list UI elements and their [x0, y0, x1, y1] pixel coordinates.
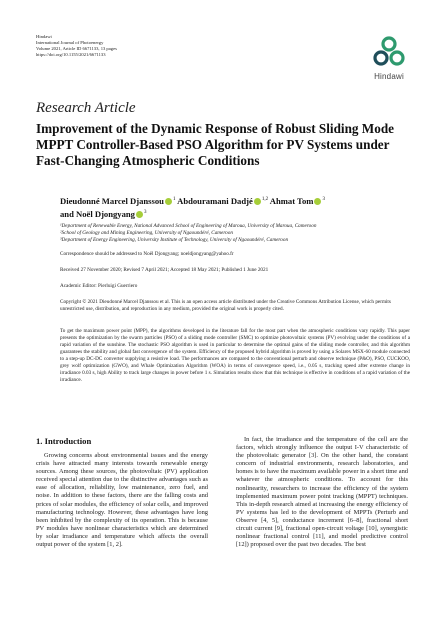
author-affiliation-mark: 1: [172, 197, 176, 202]
doi-link[interactable]: https://doi.org/10.1155/2021/6671133: [36, 52, 106, 57]
affiliations: [60, 223, 410, 244]
abstract: To get the maximum power point (MPP), the algorithms developed in the literature fall for the most part when the atmospheric conditions vary rapidly. This paper presents the optimization by the swarm particles (PSO) of a sliding mode controller (SMC) to optimize photovoltaic systems (PV) evolving under the conditions of a rapid variation of the sunshine. The stochastic PSO algorithm is used in particular to determine the optimal gains of the sliding mode controller, and this algorithm guarantees the stability and global fast convergence of the system. Efficiency of the proposed hybrid algorithm is proved by using a Solarex MSX-60 module connected to a step-up DC-DC converter supplying a resistive load. The performances are compared to the conventional perturb and observe technique (P&O), PSO, CUCKOO, grey wolf optimization (GWO), and Whale Optimization Algorithm (WOA) in terms of convergence speed, i.e., 0.05 s, tracking speed after extreme change in irradiance 0.03 s, high Ability to track large changes in power before 1 s. Simulation results show that this technique is effective in conditions of a rapid variation of the irradiance.: [60, 328, 410, 383]
author-name[interactable]: Ahmat Tom: [269, 195, 314, 206]
hindawi-logo: [364, 36, 414, 81]
academic-editor: Academic Editor: Pierluigi Guerriero: [60, 283, 138, 289]
affiliation: ³Department of Energy Engineering, University Institute of Technology, University of Ngaoundéré, Cameroon: [60, 237, 289, 243]
orcid-icon[interactable]: [165, 198, 172, 205]
hindawi-logo-icon: [372, 36, 406, 70]
author-affiliation-mark: 3: [143, 209, 147, 215]
publisher-name: Hindawi: [36, 34, 52, 39]
orcid-icon[interactable]: [136, 211, 143, 218]
orcid-icon[interactable]: [314, 198, 321, 205]
author-affiliation-mark: 3: [322, 197, 325, 202]
paper-title: Improvement of the Dynamic Response of Robust Sliding Mode MPPT Controller-Based PSO Algorithm for PV Systems under Fast-Changing Atmospheric Conditions: [36, 121, 395, 168]
orcid-icon[interactable]: [254, 198, 261, 205]
author-list: [60, 194, 390, 220]
author-conjunction: and: [60, 208, 74, 219]
correspondence: Correspondence should be addressed to Noël Djongyang; noeldjongyang@yahoo.fr: [60, 251, 234, 257]
body-column-left: [36, 452, 208, 549]
author-affiliation-mark: 1,2: [261, 197, 269, 202]
journal-title: International Journal of Photoenergy: [36, 40, 104, 45]
volume-line: Volume 2021, Article ID 6671133, 13 pages: [36, 46, 117, 51]
author-name[interactable]: Noël Djongyang: [76, 208, 135, 219]
copyright-notice: Copyright © 2021 Dieudonné Marcel Djanssou et al. This is an open access article distributed under the Creative Commons Attribution License, which permits unrestricted use, distribution, and reproduction in any medium, provided the original work is properly cited.: [60, 299, 391, 312]
journal-info: [36, 34, 117, 58]
publication-dates: Received 27 November 2020; Revised 7 April 2021; Accepted 18 May 2021; Published 1 June 2021: [60, 267, 269, 273]
affiliation: ²School of Geology and Mining Engineering, University of Ngaoundéré, Cameroon: [60, 230, 233, 236]
logo-wordmark: Hindawi: [374, 72, 404, 81]
author-name[interactable]: Dieudonné Marcel Djanssou: [60, 195, 164, 206]
author-name[interactable]: Abdouramani Dadjé: [177, 195, 253, 206]
paragraph: In fact, the irradiance and the temperature of the cell are the factors, which strongly influence the output I-V characteristic of the photovoltaic generator [3]. On the other hand, the constant concern of industrial environments, research laboratories, and homes is to have the maximum available power in a short time and whatever the atmospheric conditions. To account for this nonlinearity, researchers to increase the efficiency of the system implemented maximum power point tracking (MPPT) techniques. This in-depth research aimed at increasing the energy efficiency of PV systems has led to the development of MPPTs (Perturb and Observe [4, 5], conductance increment [6–8], fractional short circuit current [9], fractional open-circuit voltage [10], synergistic nonlinear fractional control [11], and model predictive control [12]) proposed over the past two decades. The best: [236, 436, 408, 549]
affiliation: ¹Department of Renewable Energy, National Advanced School of Engineering of Maroua, University of Maroua, Cameroon: [60, 223, 317, 229]
body-column-right: [236, 436, 408, 549]
section-heading: 1. Introduction: [36, 436, 92, 446]
article-type: Research Article: [36, 100, 136, 116]
paragraph: Growing concerns about environmental issues and the energy crisis have attracted many interests towards renewable energy sources. Among these sources, the photovoltaic (PV) application received special attention due to the distinctive advantages such as ease of allocation, reliability, low maintenance, zero fuel, and noise. In addition to these factors, there are the falling costs and prices of solar modules, the efficiency of solar cells, and improved manufacturing technology. However, these advantages have long been inhibited by the complexity of its operation. This is because PV modules have nonlinear characteristics which are determined by solar irradiance and temperature which affects the overall output power of the system [1, 2].: [36, 452, 208, 549]
